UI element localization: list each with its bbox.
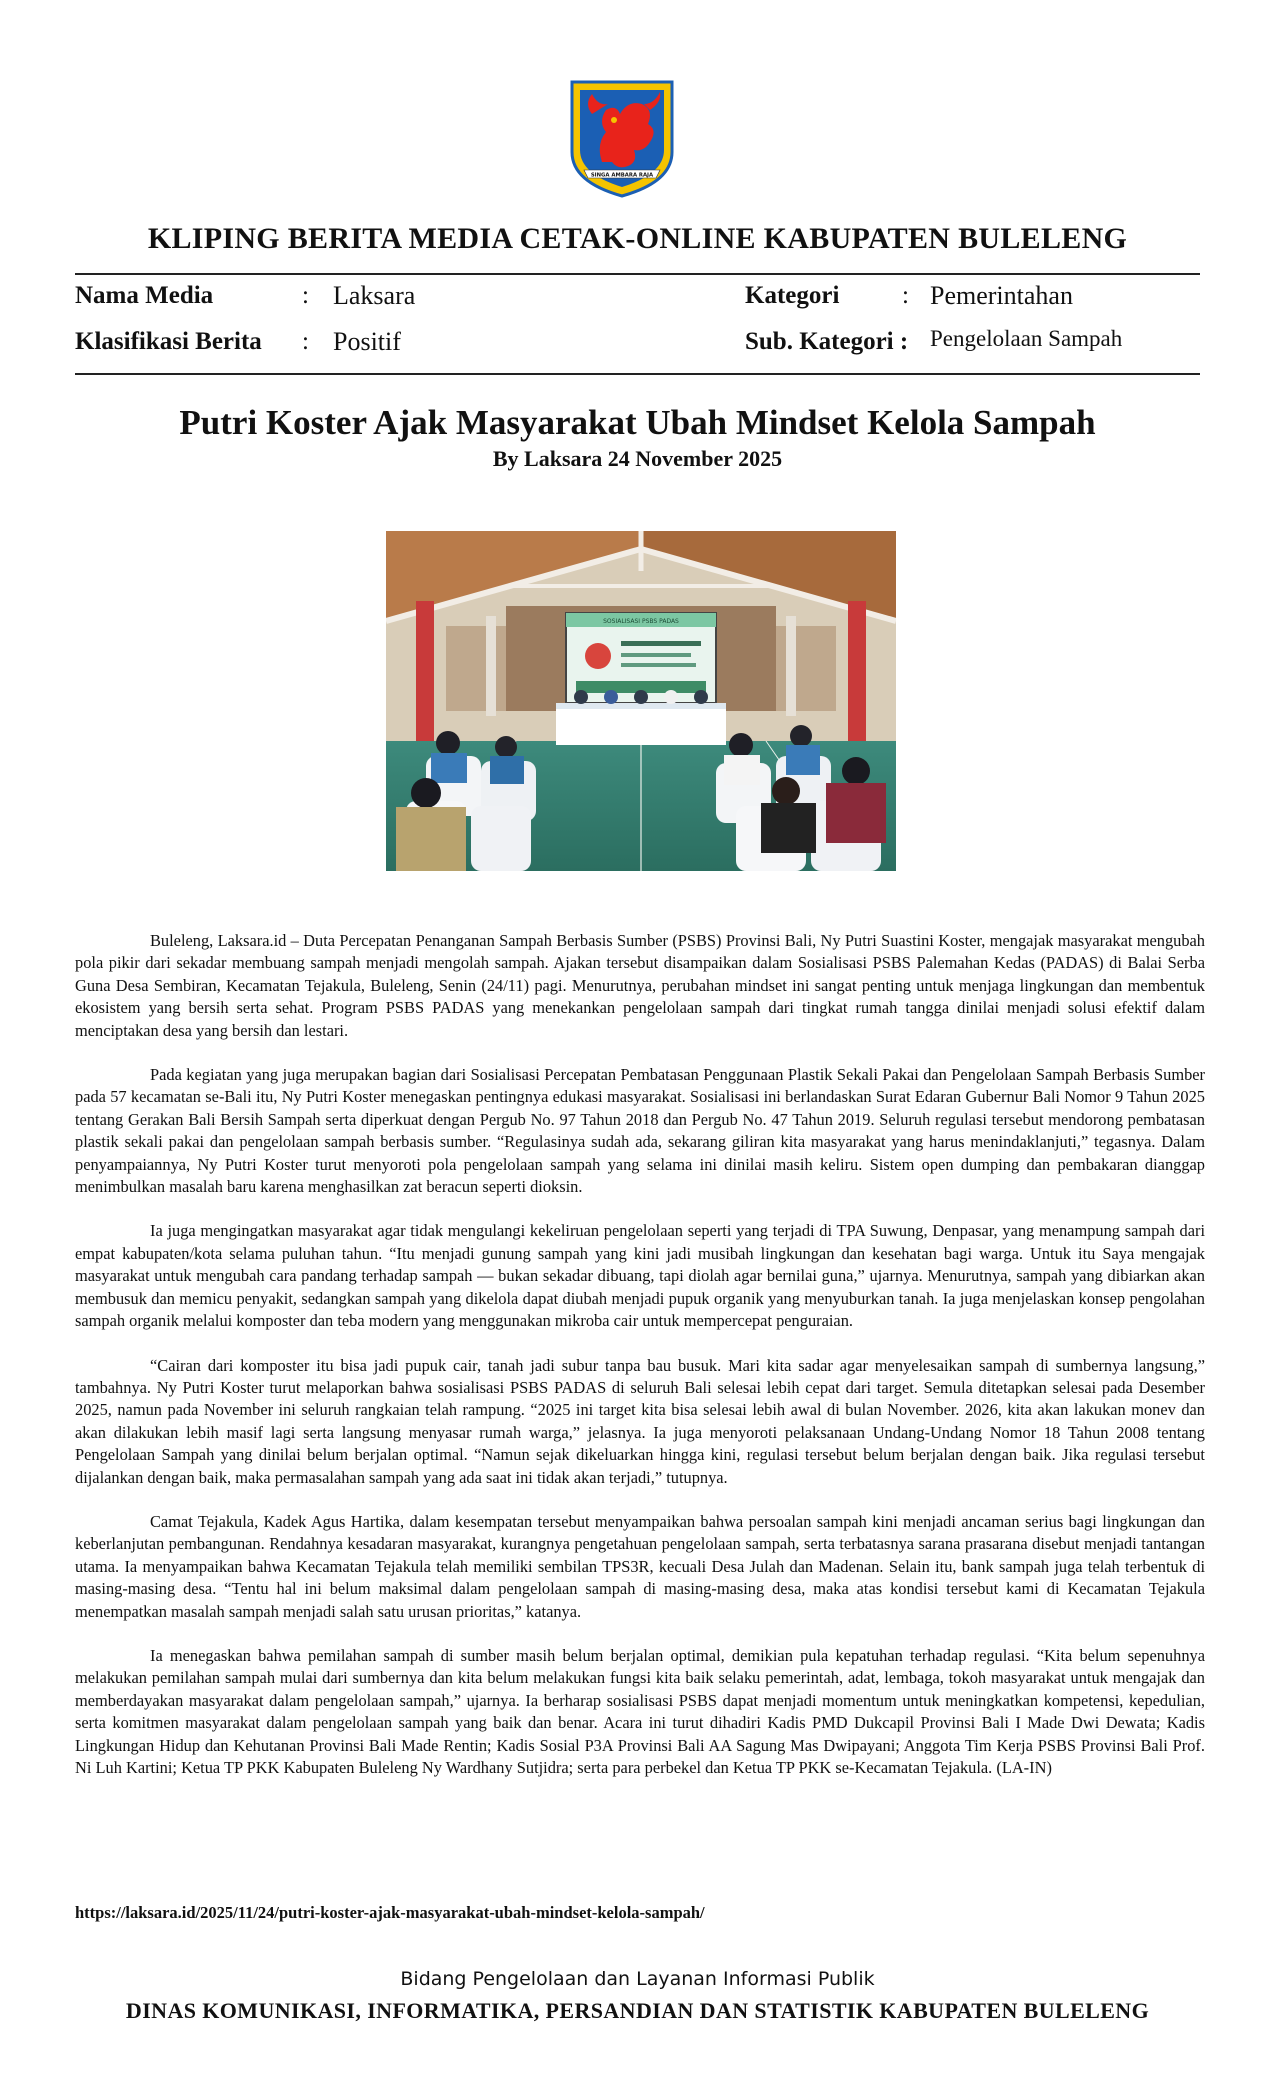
kategori-colon: : [902,282,909,309]
article-title: Putri Koster Ajak Masyarakat Ubah Mindset Kelola Sampah [179,403,1096,442]
article-paragraph: Camat Tejakula, Kadek Agus Hartika, dalam kesempatan tersebut menyampaikan bahwa persoalan sampah kini menjadi ancaman serius bagi lingkungan dan keberlanjutan pembangunan. Rendahnya kesadaran masyarakat, kurangnya pengetahuan pengelolaan sampah, serta terbatasnya sarana prasarana disebut menjadi tantangan utama. Ia menyampaikan bahwa Kecamatan Tejakula telah memiliki sembilan TPS3R, kecuali Desa Julah dan Madenan. Selain itu, bank sampah juga telah terbentuk di masing-masing desa. “Tentu hal ini belum maksimal dalam pengelolaan sampah di masing-masing desa, maka atas kondisi tersebut kami di Kecamatan Tejakula menempatkan masalah sampah menjadi salah satu urusan prioritas,” katanya. [75,1511,1205,1621]
kategori-label: Kategori [745,282,840,309]
article-paragraph: Buleleng, Laksara.id – Duta Percepatan Penanganan Sampah Berbasis Sumber (PSBS) Provinsi Bali, Ny Putri Suastini Koster, mengajak masyarakat mengubah pola pikir dari sekadar membuang sampah menjadi mengolah sampah. Ajakan tersebut disampaikan dalam Sosialisasi PSBS Palemahan Kedas (PADAS) di Balai Serba Guna Desa Sembiran, Kecamatan Tejakula, Buleleng, Senin (24/11) pagi. Menurutnya, perubahan mindset ini sangat penting untuk menjaga lingkungan dan membentuk ekosistem yang bersih serta sehat. Program PSBS PADAS yang menekankan pengelolaan sampah dari tingkat rumah tangga dinilai menjadi solusi efektif dalam menciptakan desa yang bersih dan lestari. [75,931,1205,1040]
clipping-title: KLIPING BERITA MEDIA CETAK-ONLINE KABUPATEN BULELENG [147,222,1128,255]
kategori-value: Pemerintahan [930,281,1073,310]
article-paragraph: Ia menegaskan bahwa pemilahan sampah di sumber masih belum berjalan optimal, demikian pula kepatuhan terhadap regulasi. “Kita belum sepenuhnya melakukan pemilahan sampah mulai dari sumbernya dan kita belum melakukan fungsi kita baik selaku pemerintah, adat, lembaga, tokoh masyarakat untuk mengajak dan memberdayakan masyarakat dalam pengelolaan sampah,” ujarnya. Ia berharap sosialisasi PSBS dapat menjadi momentum untuk meningkatkan kompetensi, kepedulian, serta komitmen masyarakat dalam pengelolaan sampah yang baik dan benar. Acara ini turut dihadiri Kadis PMD Dukcapil Provinsi Bali I Made Dwi Dewata; Kadis Lingkungan Hidup dan Kehutanan Provinsi Bali Made Rentin; Kadis Sosial P3A Provinsi Bali AA Sagung Mas Dwipayani; Anggota Tim Kerja PSBS Provinsi Bali Prof. Ni Luh Kartini; Ketua TP PKK Kabupaten Buleleng Ny Wardhany Sutjidra; serta para perbekel dan Ketua TP PKK se-Kecamatan Tejakula. (LA-IN) [75,1645,1205,1777]
footer-agency: DINAS KOMUNIKASI, INFORMATIKA, PERSANDIAN DAN STATISTIK KABUPATEN BULELENG [125,1998,1150,2023]
article-body [75,930,1205,1801]
header-rule-top [75,273,1200,275]
media-colon: : [302,282,309,309]
buleleng-logo [562,74,682,200]
screen-title: SOSIALISASI PSBS PADAS [603,618,679,625]
klasifikasi-colon: : [302,328,309,355]
footer-division: Bidang Pengelolaan dan Layanan Informasi Publik [400,1968,875,1990]
source-url[interactable]: https://laksara.id/2025/11/24/putri-koster-ajak-masyarakat-ubah-mindset-kelola-sampah/ [75,1903,705,1922]
article-paragraph: Pada kegiatan yang juga merupakan bagian dari Sosialisasi Percepatan Pembatasan Penggunaan Plastik Sekali Pakai dan Pengelolaan Sampah Berbasis Sumber pada 57 kecamatan se-Bali itu, Ny Putri Koster menegaskan pentingnya edukasi masyarakat. Sosialisasi ini berlandaskan Surat Edaran Gubernur Bali Nomor 9 Tahun 2025 tentang Gerakan Bali Bersih Sampah serta diperkuat dengan Pergub No. 97 Tahun 2018 dan Pergub No. 47 Tahun 2019. Seluruh regulasi tersebut mendorong pembatasan plastik sekali pakai dan pengelolaan sampah berbasis sumber. “Regulasinya sudah ada, sekarang giliran kita masyarakat yang harus menindaklanjuti,” tegasnya. Dalam penyampaiannya, Ny Putri Koster turut menyoroti pola pengelolaan sampah yang selama ini dinilai masih keliru. Sistem open dumping dan pembakaran dianggap menimbulkan masalah baru karena menghasilkan zat beracun seperti dioksin. [75,1065,1205,1197]
article-byline: By Laksara 24 November 2025 [492,446,783,471]
article-photo [386,531,896,871]
logo-motto: SINGA AMBARA RAJA [590,172,654,179]
media-value: Laksara [333,281,416,310]
header-rule-bottom [75,373,1200,375]
klasifikasi-label: Klasifikasi Berita [75,328,262,355]
article-paragraph: “Cairan dari komposter itu bisa jadi pupuk cair, tanah jadi subur tanpa bau busuk. Mari kita sadar agar menyelesaikan sampah di sumbernya langsung,” tambahnya. Ny Putri Koster turut melaporkan bahwa sosialisasi PSBS PADAS di seluruh Bali selesai lebih cepat dari target. Semula ditetapkan selesai pada Desember 2025, namun pada November ini seluruh rangkaian telah rampung. “2025 ini target kita bisa selesai lebih awal di bulan November. 2026, kita akan lakukan monev dan akan dilakukan lebih masif lagi serta langsung menyasar rumah warga,” jelasnya. Ia juga menyoroti pelaksanaan Undang-Undang Nomor 18 Tahun 2008 tentang Pengelolaan Sampah yang dinilai belum berjalan optimal. “Namun sejak dikeluarkan hingga kini, regulasi tersebut belum berjalan dengan baik. Jika regulasi tersebut dijalankan dengan baik, maka permasalahan sampah yang ada saat ini tidak akan terjadi,” tutupnya. [75,1355,1205,1487]
klasifikasi-value: Positif [333,327,401,356]
subkategori-label: Sub. Kategori : [745,328,909,355]
article-paragraph: Ia juga mengingatkan masyarakat agar tidak mengulangi kekeliruan pengelolaan seperti yang terjadi di TPA Suwung, Denpasar, yang menampung sampah dari empat kabupaten/kota selama puluhan tahun. “Itu menjadi gunung sampah yang kini jadi musibah lingkungan dan kesehatan bagi warga. Untuk itu Saya mengajak masyarakat untuk mengubah cara pandang terhadap sampah — bukan sekadar dibuang, tapi diolah agar bernilai guna,” ujarnya. Menurutnya, sampah yang dibiarkan akan membusuk dan memicu penyakit, sedangkan sampah yang dikelola dapat diubah menjadi pupuk organik yang menyuburkan tanah. Ia juga menjelaskan konsep pengolahan sampah organik melalui komposter dan teba modern yang menggunakan mikroba cair untuk mempercepat penguraian. [75,1221,1205,1331]
media-label: Nama Media [75,282,214,309]
subkategori-value: Pengelolaan Sampah [930,326,1123,351]
